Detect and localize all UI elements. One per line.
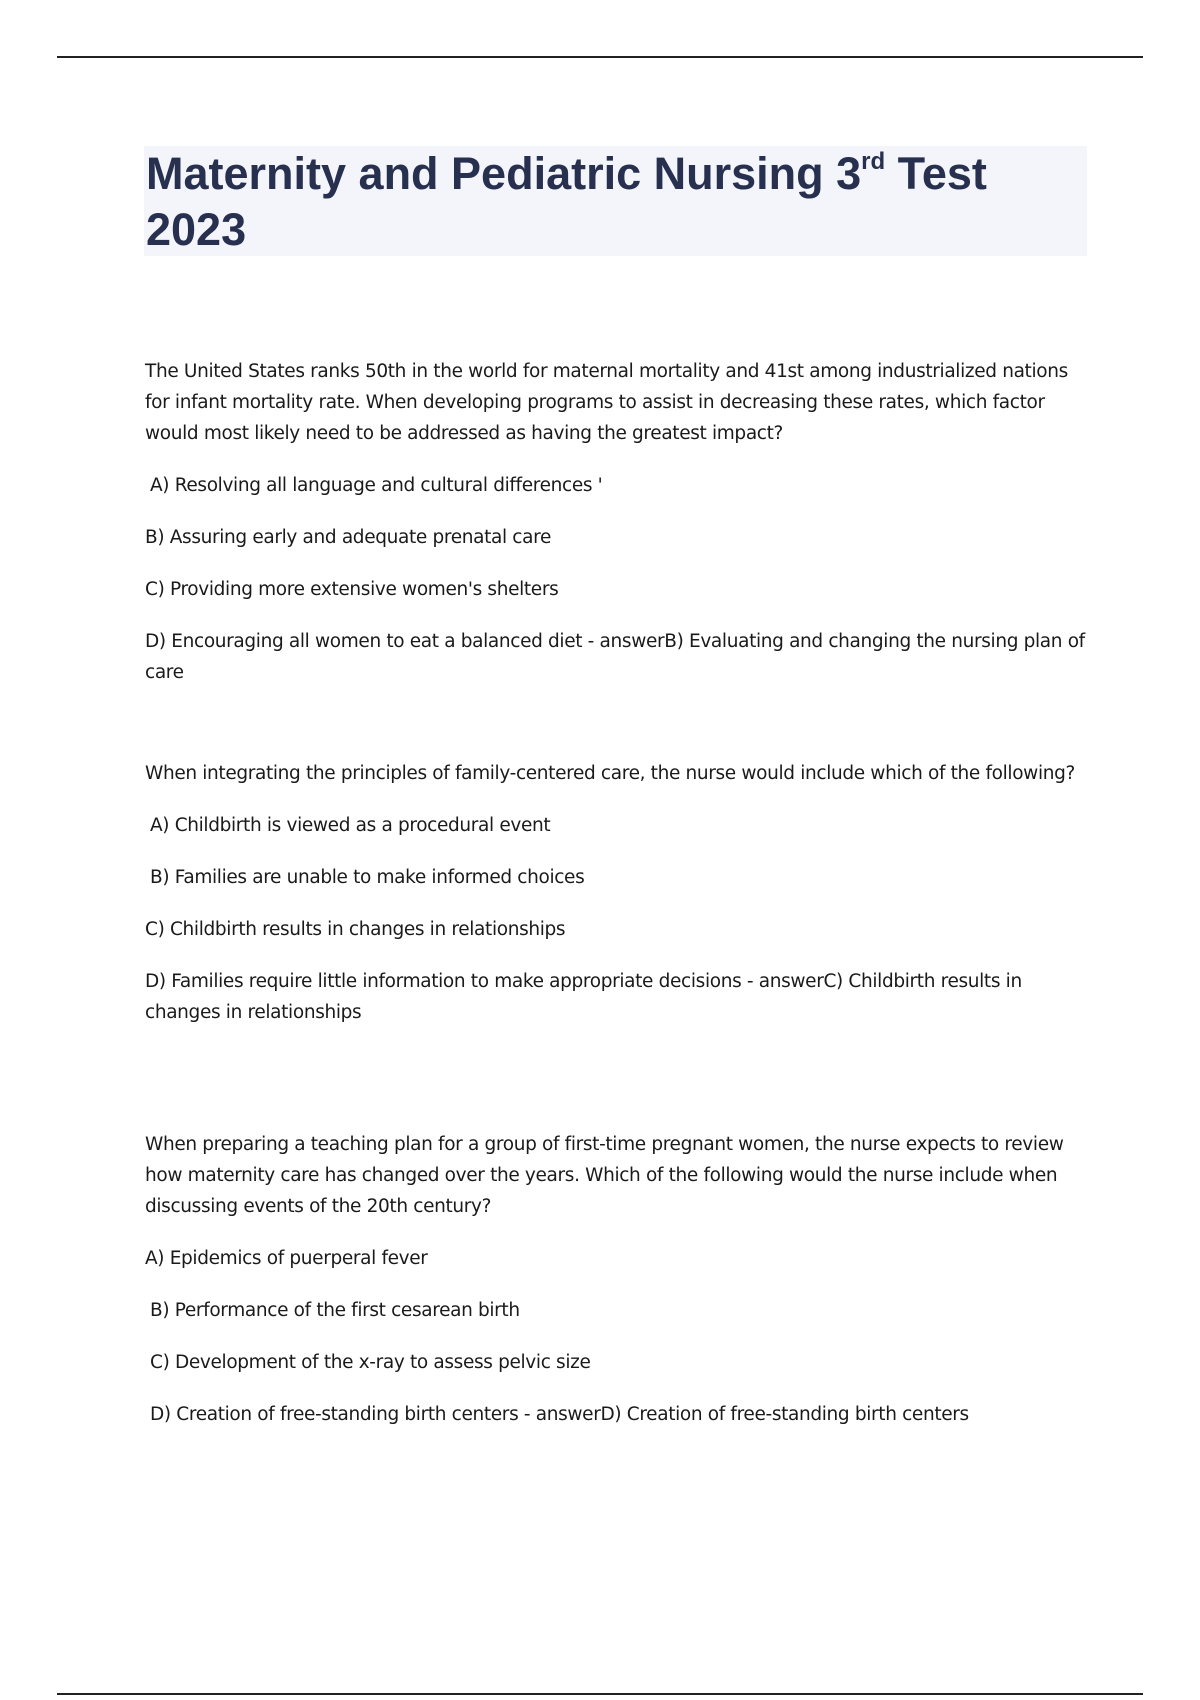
question-text: The United States ranks 50th in the world for maternal mortality and 41st among industrialized nations for infant mortality rate. When developing programs to assist in decreasing these rates, which factor would most likely need to be addressed as having the greatest impact?	[145, 361, 1068, 444]
document-title	[146, 146, 1086, 258]
answer-option-a: A) Resolving all language and cultural differences '	[150, 475, 603, 496]
bottom-divider	[57, 1693, 1143, 1695]
question-text: When integrating the principles of family-centered care, the nurse would include which of the following?	[145, 763, 1075, 784]
answer-option-a: A) Childbirth is viewed as a procedural event	[150, 815, 551, 836]
answer-option-c: C) Childbirth results in changes in relationships	[145, 919, 566, 940]
question-block-2	[145, 758, 1090, 1028]
answer-option-b: B) Performance of the first cesarean birth	[150, 1300, 520, 1321]
top-divider	[57, 56, 1143, 58]
answer-option-b: B) Assuring early and adequate prenatal care	[145, 527, 551, 548]
answer-option-d: D) Creation of free-standing birth centers - answerD) Creation of free-standing birth centers	[150, 1404, 969, 1425]
answer-option-b: B) Families are unable to make informed choices	[150, 867, 585, 888]
question-block-3	[145, 1129, 1090, 1430]
title-superscript: rd	[861, 148, 886, 175]
title-main: Maternity and Pediatric Nursing 3	[146, 148, 862, 199]
answer-option-c: C) Development of the x-ray to assess pelvic size	[150, 1352, 591, 1373]
title-rest: Test 2023	[146, 148, 987, 255]
question-text: When preparing a teaching plan for a group of first-time pregnant women, the nurse expects to review how maternity care has changed over the years. Which of the following would the nurse include when discussing events of the 20th century?	[145, 1134, 1064, 1217]
answer-option-a: A) Epidemics of puerperal fever	[145, 1248, 428, 1269]
answer-option-c: C) Providing more extensive women's shelters	[145, 579, 559, 600]
answer-option-d: D) Encouraging all women to eat a balanced diet - answerB) Evaluating and changing the nursing plan of care	[145, 631, 1085, 683]
question-block-1	[145, 356, 1090, 688]
answer-option-d: D) Families require little information to make appropriate decisions - answerC) Childbirth results in changes in relationships	[145, 971, 1022, 1023]
